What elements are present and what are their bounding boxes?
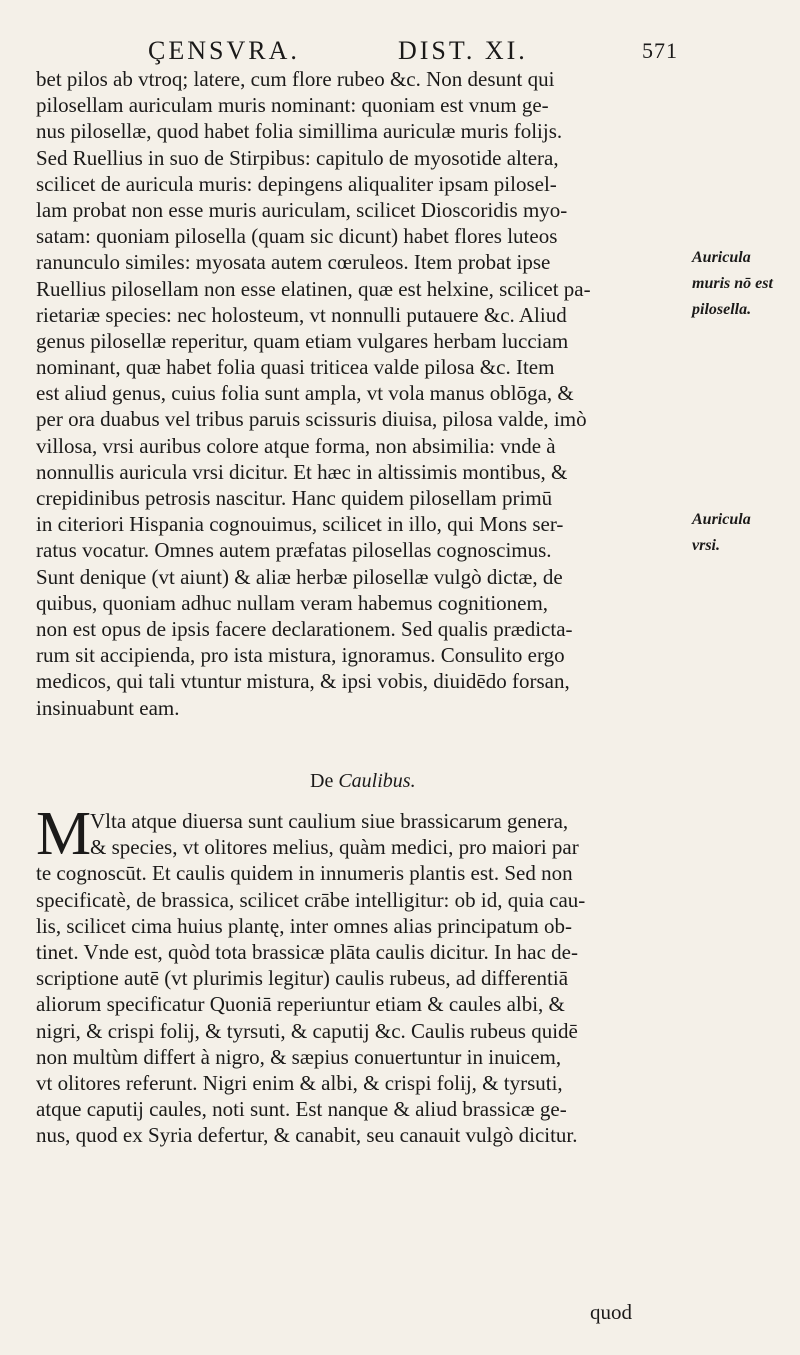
margin-note: muris nō est (692, 275, 773, 292)
text-line: nus, quod ex Syria defertur, & canabit, seu canauit vulgò dicitur. (36, 1123, 578, 1148)
text-line: Sed Ruellius in suo de Stirpibus: capitulo de myosotide altera, (36, 145, 559, 170)
margin-note: Auricula (692, 511, 751, 528)
section-1-text (36, 66, 686, 721)
text-line: ranunculo similes: myosata autem cœruleos. Item probat ipse (36, 250, 551, 275)
text-line: lis, scilicet cima huius plantę, inter omnes alias principatum ob- (36, 913, 572, 938)
text-line: ratus vocatur. Omnes autem præfatas pilosellas cognoscimus. (36, 538, 552, 563)
margin-note: Auricula (692, 249, 751, 266)
text-line: rum sit accipienda, pro ista mistura, ignoramus. Consulito ergo (36, 643, 565, 668)
section-heading (310, 770, 416, 793)
text-line: genus pilosellæ reperitur, quam etiam vulgares herbam lucciam (36, 328, 569, 353)
text-line: satam: quoniam pilosella (quam sic dicunt) habet flores luteos (36, 224, 558, 249)
text-line: atque caputij caules, noti sunt. Est nanque & aliud brassicæ ge- (36, 1097, 567, 1122)
running-header (0, 36, 800, 70)
text-line: specificatè, de brassica, scilicet crābe intelligitur: ob id, quia cau- (36, 887, 586, 912)
text-line: medicos, qui tali vtuntur mistura, & ipsi vobis, diuidēdo forsan, (36, 669, 570, 694)
text-line: quibus, quoniam adhuc nullam veram habemus cognitionem, (36, 590, 549, 615)
text-line: in citeriori Hispania cognouimus, scilicet in illo, qui Mons ser- (36, 512, 564, 537)
text-line: insinuabunt eam. (36, 695, 180, 720)
text-line: rietariæ species: nec holosteum, vt nonnulli putauere &c. Aliud (36, 302, 567, 327)
text-line: lam probat non esse muris auriculam, scilicet Dioscoridis myo- (36, 197, 568, 222)
text-line: aliorum specificatur Quoniā reperiuntur etiam & caules albi, & (36, 992, 565, 1017)
header-title: ÇENSVRA. (148, 36, 300, 65)
text-line: & species, vt olitores melius, quàm medici, pro maiori par (90, 835, 579, 860)
page-number: 571 (642, 38, 678, 63)
drop-cap: M (36, 800, 92, 868)
margin-note: pilosella. (692, 301, 752, 318)
text-line: nonnullis auricula vrsi dicitur. Et hæc in altissimis montibus, & (36, 459, 568, 484)
section-2-text (36, 808, 696, 1148)
text-line: crepidinibus petrosis nascitur. Hanc quidem pilosellam primū (36, 486, 553, 510)
text-line: nigri, & crispi folij, & tyrsuti, & caputij &c. Caulis rubeus quidē (36, 1018, 578, 1043)
text-line: non est opus de ipsis facere declarationem. Sed qualis prædicta- (36, 616, 573, 641)
text-line: te cognoscūt. Et caulis quidem in innumeris plantis est. Sed non (36, 861, 573, 886)
text-line: scriptione autē (vt plurimis legitur) caulis rubeus, ad differentiā (36, 966, 569, 991)
text-line: vt olitores referunt. Nigri enim & albi, & crispi folij, & tyrsuti, (36, 1070, 563, 1095)
text-line: pilosellam auriculam muris nominant: quoniam est vnum ge- (36, 93, 549, 118)
header-distinction: DIST. XI. (398, 36, 528, 65)
text-line: nus pilosellæ, quod habet folia simillima auriculæ muris folijs. (36, 119, 563, 144)
text-line: per ora duabus vel tribus paruis scissuris diuisa, pilosa valde, imò (36, 407, 587, 432)
catchword: quod (590, 1300, 632, 1324)
text-line: scilicet de auricula muris: depingens aliqualiter ipsam pilosel- (36, 171, 557, 196)
text-line: tinet. Vnde est, quòd tota brassicæ plāta caulis dicitur. In hac de- (36, 939, 578, 964)
text-line: Sunt denique (vt aiunt) & aliæ herbæ pilosellæ vulgò dictæ, de (36, 564, 563, 589)
text-line: nominant, quæ habet folia quasi triticea valde pilosa &c. Item (36, 355, 555, 380)
text-line: bet pilos ab vtroq; latere, cum flore rubeo &c. Non desunt qui (36, 67, 555, 91)
text-line: Vlta atque diuersa sunt caulium siue brassicarum genera, (90, 809, 569, 833)
text-line: est aliud genus, cuius folia sunt ampla, vt vola manus oblōga, & (36, 381, 574, 406)
text-line: villosa, vrsi auribus colore atque forma, non absimilia: vnde à (36, 433, 556, 458)
heading-title: Caulibus. (338, 770, 416, 792)
margin-note: vrsi. (692, 537, 720, 554)
text-line: Ruellius pilosellam non esse elatinen, quæ est helxine, scilicet pa- (36, 276, 591, 301)
heading-prefix: De (310, 770, 339, 792)
text-line: non multùm differt à nigro, & sæpius conuertuntur in inuicem, (36, 1044, 562, 1069)
